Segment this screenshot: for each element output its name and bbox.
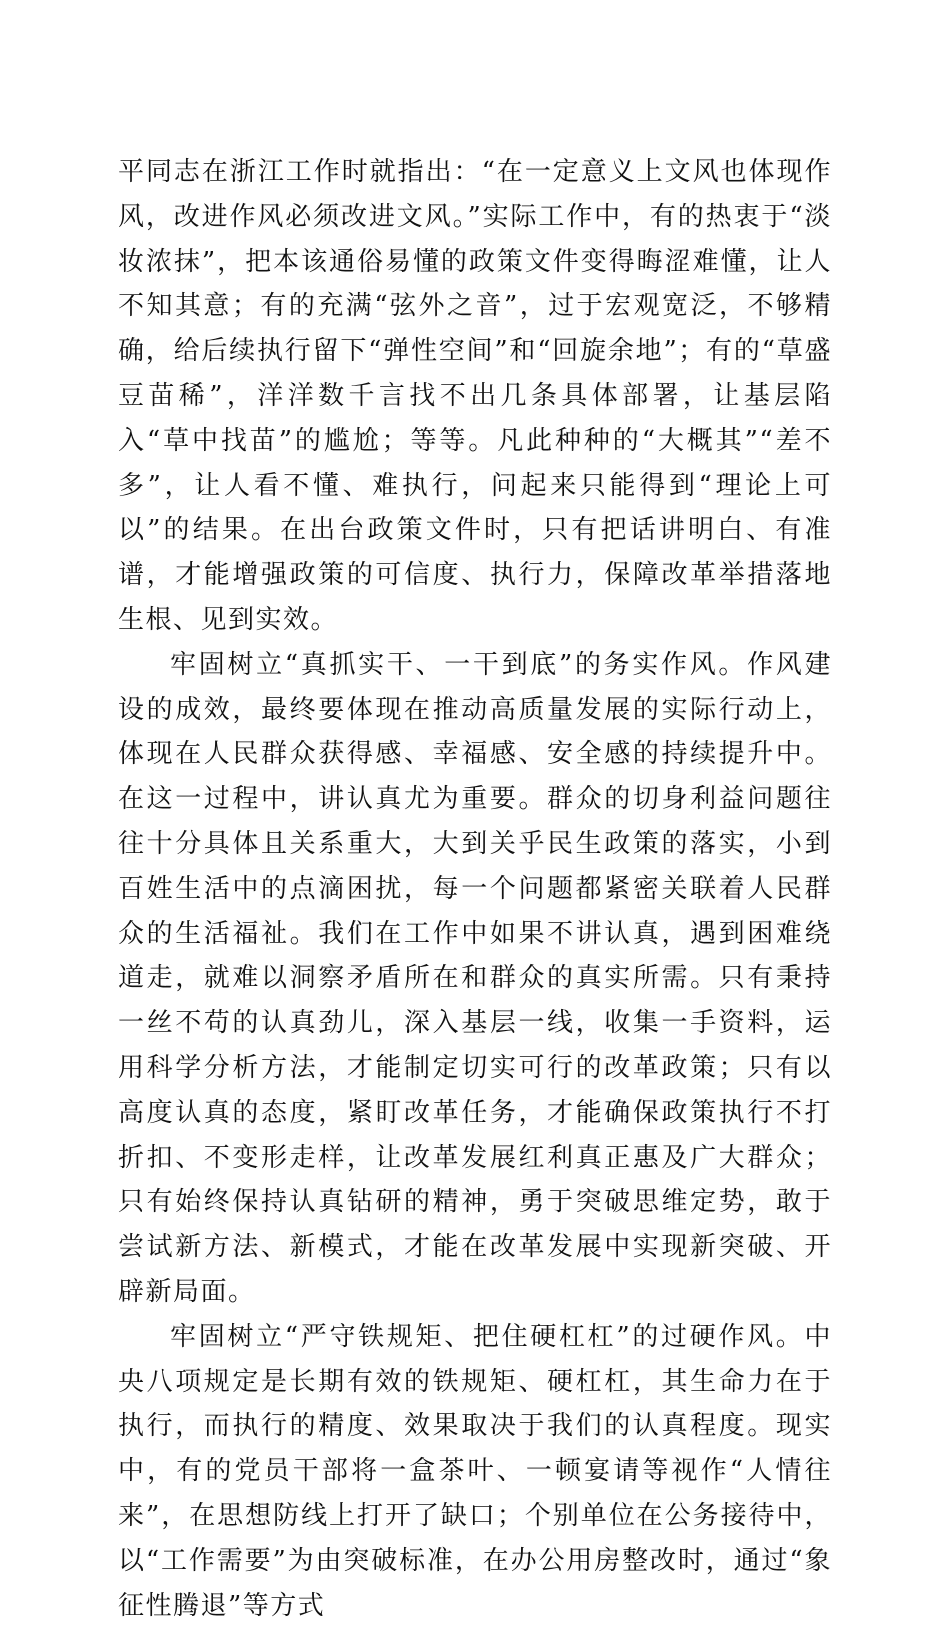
- paragraph-practical-style: 牢固树立“真抓实干、一干到底”的务实作风。作风建设的成效，最终要体现在推动高质量发展的实际行动上，体现在人民群众获得感、幸福感、安全感的持续提升中。在这一过程中，讲认真尤为重要。群众的切身利益问题往往十分具体且关系重大，大到关乎民生政策的落实，小到百姓生活中的点滴困扰，每一个问题都紧密关联着人民群众的生活福祉。我们在工作中如果不讲认真，遇到困难绕道走，就难以洞察矛盾所在和群众的真实所需。只有秉持一丝不苟的认真劲儿，深入基层一线，收集一手资料，运用科学分析方法，才能制定切实可行的改革政策；只有以高度认真的态度，紧盯改革任务，才能确保政策执行不打折扣、不变形走样，让改革发展红利真正惠及广大群众；只有始终保持认真钻研的精神，勇于突破思维定势，敢于尝试新方法、新模式，才能在改革发展中实现新突破、开辟新局面。: [118, 649, 832, 1307]
- paragraph-continued: 平同志在浙江工作时就指出：“在一定意义上文风也体现作风，改进作风必须改进文风。”实际工作中，有的热衷于“淡妆浓抹”，把本该通俗易懂的政策文件变得晦涩难懂，让人不知其意；有的充满“弦外之音”，过于宏观宽泛，不够精确，给后续执行留下“弹性空间”和“回旋余地”；有的“草盛豆苗稀”，洋洋数千言找不出几条具体部署，让基层陷入“草中找苗”的尴尬；等等。凡此种种的“大概其”“差不多”，让人看不懂、难执行，问起来只能得到“理论上可以”的结果。在出台政策文件时，只有把话讲明白、有准谱，才能增强政策的可信度、执行力，保障改革举措落地生根、见到实效。: [118, 157, 832, 635]
- document-page: [118, 150, 832, 1628]
- paragraph-strict-style: 牢固树立“严守铁规矩、把住硬杠杠”的过硬作风。中央八项规定是长期有效的铁规矩、硬杠杠，其生命力在于执行，而执行的精度、效果取决于我们的认真程度。现实中，有的党员干部将一盒茶叶、一顿宴请等视作“人情往来”，在思想防线上打开了缺口；个别单位在公务接待中，以“工作需要”为由突破标准，在办公用房整改时，通过“象征性腾退”等方式: [118, 1321, 832, 1621]
